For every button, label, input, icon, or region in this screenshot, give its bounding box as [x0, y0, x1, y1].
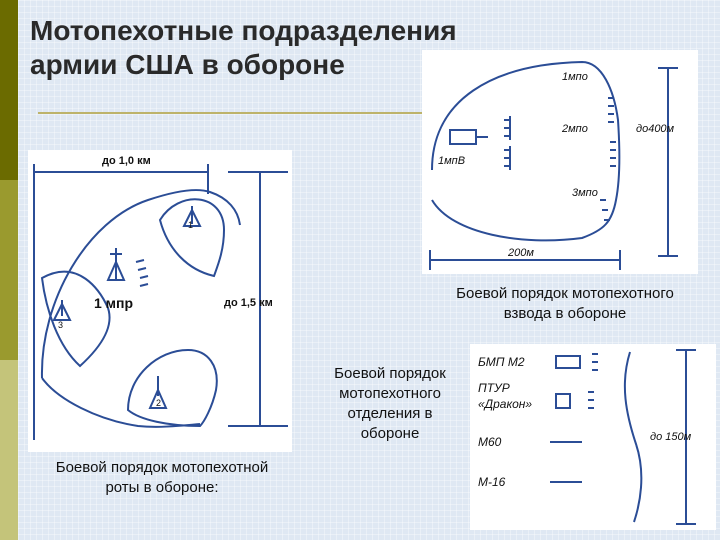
platoon-label: 1мпВ	[438, 155, 466, 167]
left-accent-bar	[0, 0, 18, 540]
squad-front-line	[625, 352, 641, 522]
platoon-squad-1-position	[504, 116, 510, 140]
squad-2-ticks	[610, 142, 616, 166]
platoon-diagram	[422, 50, 698, 274]
legend-atgm-line2: «Дракон»	[478, 397, 533, 411]
atgm-ticks	[588, 392, 594, 408]
company-width-label: до 1,0 км	[102, 155, 151, 167]
squad-1-ticks	[608, 98, 614, 122]
bmp-symbol	[556, 356, 580, 368]
platoon-diagram-panel	[422, 50, 698, 274]
squad-3-label: 3мпо	[572, 187, 598, 199]
squad-depth-label: до 150м	[650, 431, 692, 443]
slide-title: Мотопехотные подразделения армии США в обороне	[30, 15, 457, 80]
platoon-vehicle-symbol	[450, 130, 476, 144]
legend-bmp: БМП М2	[478, 355, 525, 369]
squad-2-label: 2мпо	[562, 123, 588, 135]
company-area-bottom-outline	[42, 378, 200, 427]
company-diagram	[28, 150, 292, 452]
company-cp-ticks	[136, 260, 148, 286]
company-area-outline	[42, 190, 240, 378]
bmp-ticks	[592, 354, 598, 370]
company-center-label: 1 мпр	[94, 295, 134, 311]
title-underline	[38, 112, 433, 114]
platoon-3-strongpoint	[42, 272, 110, 366]
company-depth-label: до 1,5 км	[224, 297, 273, 309]
accent-bar-mid	[0, 180, 18, 360]
squad-caption: Боевой порядок мотопехотного отделения в обороне	[334, 365, 446, 442]
platoon-3-number: 3	[58, 320, 64, 330]
platoon-1-number: 1	[188, 220, 194, 230]
platoon-width-label: 200м	[508, 247, 534, 259]
company-diagram-panel	[28, 150, 292, 452]
legend-atgm-line1: ПТУР	[478, 381, 510, 395]
platoon-caption: Боевой порядок мотопехотного взвода в обороне	[456, 285, 674, 322]
legend-m60: М60	[478, 435, 502, 449]
squad-diagram-panel	[470, 344, 716, 530]
platoon-depth-label: до400м	[636, 123, 675, 135]
company-caption: Боевой порядок мотопехотной роты в обороне:	[55, 459, 269, 496]
accent-bar-light	[0, 360, 18, 540]
accent-bar-dark	[0, 0, 18, 180]
platoon-2-number: 2	[156, 398, 162, 408]
squad-diagram	[470, 344, 716, 530]
legend-m16: М-16	[478, 475, 506, 489]
atgm-symbol	[556, 394, 570, 408]
platoon-area-outline	[432, 62, 619, 240]
platoon-squad-2-position	[504, 146, 510, 170]
squad-1-label: 1мпо	[562, 71, 588, 83]
squad-3-ticks	[600, 200, 610, 220]
platoon-2-strongpoint	[128, 350, 217, 426]
